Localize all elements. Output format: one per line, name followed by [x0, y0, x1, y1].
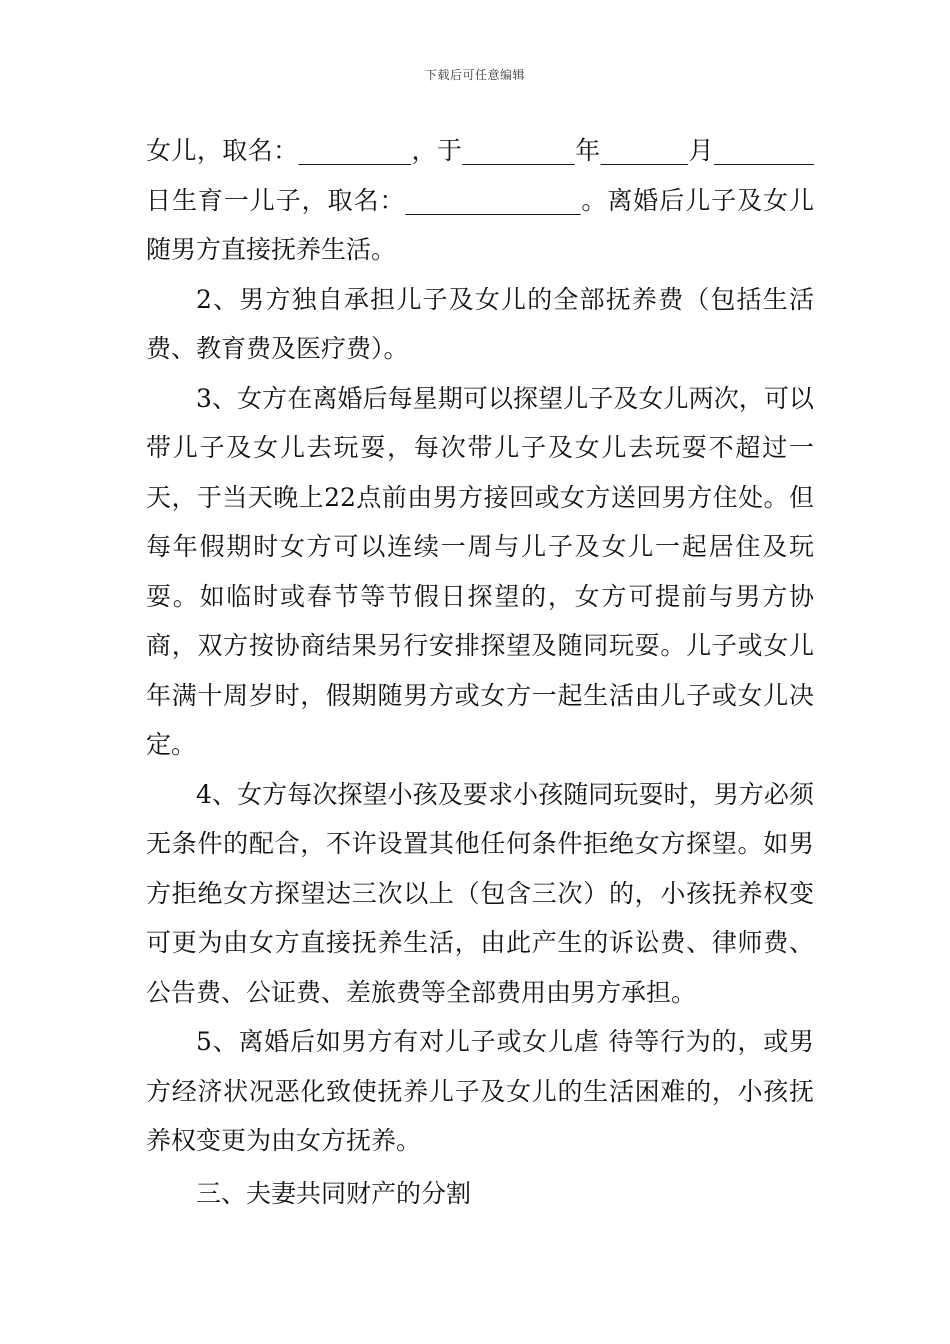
section-title-property-division: 三、夫妻共同财产的分割: [196, 1178, 472, 1208]
paragraph-item-5: 5、离婚后如男方有对儿子或女儿虐 待等行为的，或男方经济状况恶化致使抚养儿子及女儿的生活困难的，小孩抚养权变更为由女方抚养。: [146, 1027, 814, 1155]
paragraph-item-3: 3、女方在离婚后每星期可以探望儿子及女儿两次，可以带儿子及女儿去玩耍，每次带儿子及女儿去玩耍不超过一天，于当天晚上22点前由男方接回或女方送回男方住处。但每年假期时女方可以连续一周与儿子及女儿一起居住及玩耍。如临时或春节等节假日探望的，女方可提前与男方协商，双方按协商结果另行安排探望及随同玩耍。儿子或女儿年满十周岁时，假期随男方或女方一起生活由儿子或女儿决定。: [146, 383, 814, 759]
paragraph-item-4: 4、女方每次探望小孩及要求小孩随同玩耍时，男方必须无条件的配合，不许设置其他任何条件拒绝女方探望。如男方拒绝女方探望达三次以上（包含三次）的，小孩抚养权变可更为由女方直接抚养生活，由此产生的诉讼费、律师费、公告费、公证费、差旅费等全部费用由男方承担。: [146, 779, 814, 1007]
page-header: 下载后可任意编辑: [424, 68, 525, 82]
paragraph-continuation: 女儿，取名：_________，于_________年_______月________日生育一儿子，取名：______________。离婚后儿子及女儿随男方直接抚养生活。: [146, 136, 814, 264]
document-body: [146, 126, 814, 1218]
paragraph-item-2: 2、男方独自承担儿子及女儿的全部抚养费（包括生活费、教育费及医疗费）。: [146, 284, 814, 363]
